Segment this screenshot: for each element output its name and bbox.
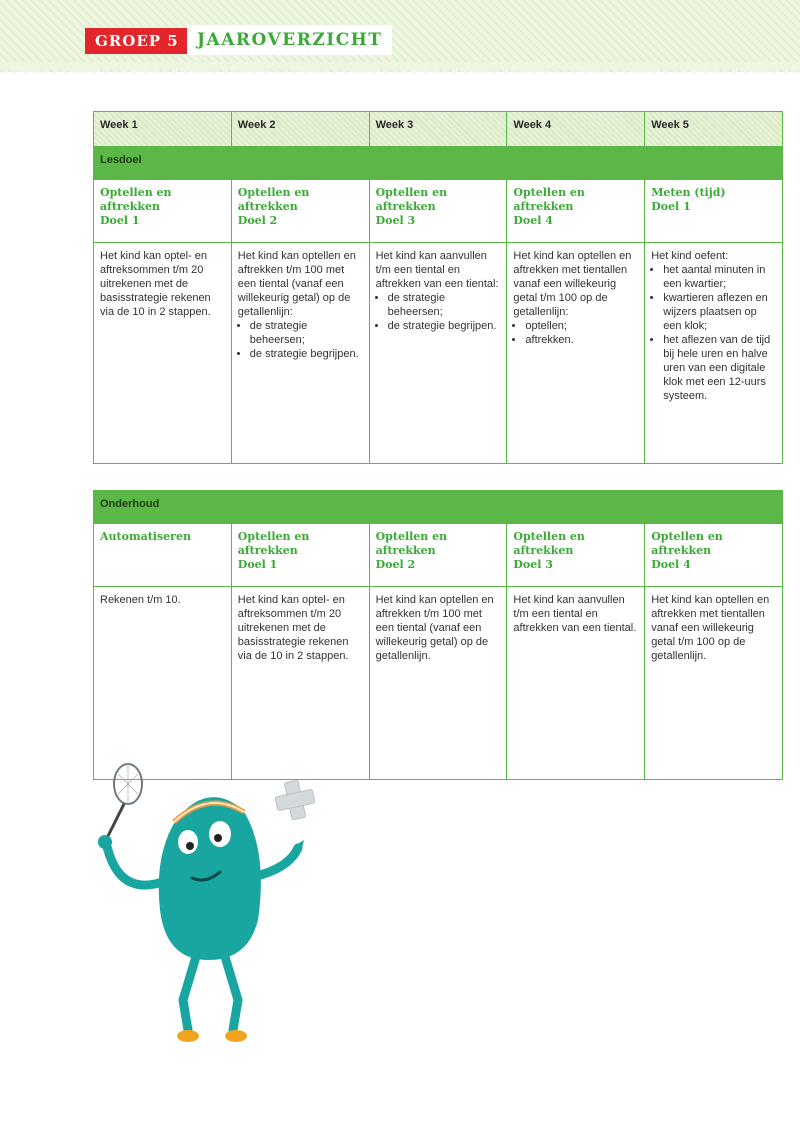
bullet-item: • de strategie beheersen; — [250, 319, 363, 347]
onderhoud-description-row — [94, 587, 783, 780]
subhead-cell — [94, 524, 232, 587]
bullet-item: • de strategie begrijpen. — [388, 319, 501, 333]
subhead-topic: Optellen en aftrekken — [651, 530, 723, 557]
lesdoel-table — [93, 111, 783, 464]
lesdoel-description-row — [94, 243, 783, 464]
subhead-goal: Doel 3 — [513, 558, 553, 571]
description-cell: Het kind kan optel- en aftreksommen t/m 20 uitrekenen met de basisstrategie rekenen via de 10 in 2 stappen. — [231, 587, 369, 780]
green-cell — [231, 147, 369, 180]
subhead-goal: Doel 4 — [513, 214, 553, 227]
description-text: Het kind kan optel- en aftreksommen t/m 20 uitrekenen met de basisstrategie rekenen via de 10 in 2 stappen. — [100, 250, 211, 318]
subhead-cell — [645, 180, 783, 243]
subhead-topic: Automatiseren — [100, 530, 191, 543]
subhead-cell — [231, 524, 369, 587]
subhead-goal: Doel 1 — [651, 200, 691, 213]
bullet-item: • aftrekken. — [525, 333, 638, 347]
bullet-item: • de strategie begrijpen. — [250, 347, 363, 361]
subhead-cell — [645, 524, 783, 587]
subhead-cell — [231, 180, 369, 243]
subhead-topic: Optellen en aftrekken — [237, 186, 310, 213]
description-text: Het kind oefent: — [651, 250, 729, 262]
onderhoud-label-row — [94, 491, 783, 524]
subhead-goal: Doel 1 — [100, 214, 140, 227]
green-cell — [645, 491, 783, 524]
bullet-item: • de strategie beheersen; — [388, 291, 501, 319]
description-cell-week-2 — [231, 243, 369, 464]
description-cell: Het kind kan aanvullen t/m een tiental en aftrekken van een tiental. — [507, 587, 645, 780]
bullet-list — [651, 263, 776, 403]
bullet-list — [238, 319, 363, 361]
green-cell — [369, 147, 507, 180]
green-cell — [369, 491, 507, 524]
description-text: Het kind kan optellen en aftrekken met tientallen vanaf een willekeurig getal t/m 100 op de getallenlijn: — [513, 250, 632, 318]
subhead-cell — [507, 180, 645, 243]
subhead-goal: Doel 3 — [375, 214, 416, 227]
description-cell-week-1 — [94, 243, 232, 464]
bullet-item: • het aantal minuten in een kwartier; — [663, 263, 776, 291]
subhead-topic: Optellen en aftrekken — [513, 530, 585, 557]
subhead-goal: Doel 2 — [375, 558, 416, 571]
week-3-header: Week 3 — [369, 112, 507, 147]
bullet-item: • optellen; — [525, 319, 638, 333]
subhead-goal: Doel 1 — [237, 558, 278, 571]
bullet-list — [376, 291, 501, 333]
subhead-topic: Optellen en aftrekken — [375, 186, 448, 213]
green-cell — [507, 491, 645, 524]
week-2-header: Week 2 — [231, 112, 369, 147]
green-cell — [507, 147, 645, 180]
description-cell: Rekenen t/m 10. — [94, 587, 232, 780]
page-title: JAAROVERZICHT — [187, 25, 392, 55]
onderhoud-subhead-row — [94, 524, 783, 587]
description-cell-week-5 — [645, 243, 783, 464]
week-1-header: Week 1 — [94, 112, 232, 147]
lesdoel-label: Lesdoel — [94, 147, 232, 180]
description-text: Het kind kan optellen en aftrekken t/m 100 met een tiental (vanaf een willekeurig getal) op de getallenlijn: — [237, 250, 356, 318]
subhead-topic: Meten (tijd) — [651, 186, 726, 199]
bullet-list — [513, 319, 638, 347]
mascot-with-racket-icon — [88, 760, 338, 1060]
bullet-item: • kwartieren aflezen en wijzers plaatsen op een klok; — [663, 291, 776, 333]
onderhoud-table — [93, 490, 783, 780]
description-cell: Het kind kan optellen en aftrekken t/m 100 met een tiental (vanaf een willekeurig getal) op de getallenlijn. — [369, 587, 507, 780]
subhead-cell — [94, 180, 232, 243]
green-cell — [231, 491, 369, 524]
banner-zigzag-edge — [0, 62, 800, 78]
description-text: Het kind kan aanvullen t/m een tiental en aftrekken van een tiental: — [375, 250, 499, 290]
description-cell-week-4 — [507, 243, 645, 464]
description-cell: Het kind kan optellen en aftrekken met tientallen vanaf een willekeurig getal t/m 100 op de getallenlijn. — [645, 587, 783, 780]
week-5-header: Week 5 — [645, 112, 783, 147]
bullet-item: • het aflezen van de tijd bij hele uren en halve uren van een digitale klok met een 12-uurs systeem. — [663, 333, 776, 403]
subhead-cell — [507, 524, 645, 587]
groep-badge: GROEP 5 — [85, 28, 189, 54]
green-cell — [645, 147, 783, 180]
subhead-topic: Optellen en aftrekken — [237, 530, 310, 557]
subhead-topic: Optellen en aftrekken — [375, 530, 448, 557]
onderhoud-label: Onderhoud — [94, 491, 232, 524]
description-cell-week-3 — [369, 243, 507, 464]
subhead-topic: Optellen en aftrekken — [513, 186, 585, 213]
lesdoel-subhead-row — [94, 180, 783, 243]
week-header-row — [94, 112, 783, 147]
subhead-goal: Doel 4 — [651, 558, 691, 571]
subhead-goal: Doel 2 — [237, 214, 278, 227]
lesdoel-label-row — [94, 147, 783, 180]
subhead-topic: Optellen en aftrekken — [100, 186, 172, 213]
subhead-cell — [369, 180, 507, 243]
week-4-header: Week 4 — [507, 112, 645, 147]
subhead-cell — [369, 524, 507, 587]
